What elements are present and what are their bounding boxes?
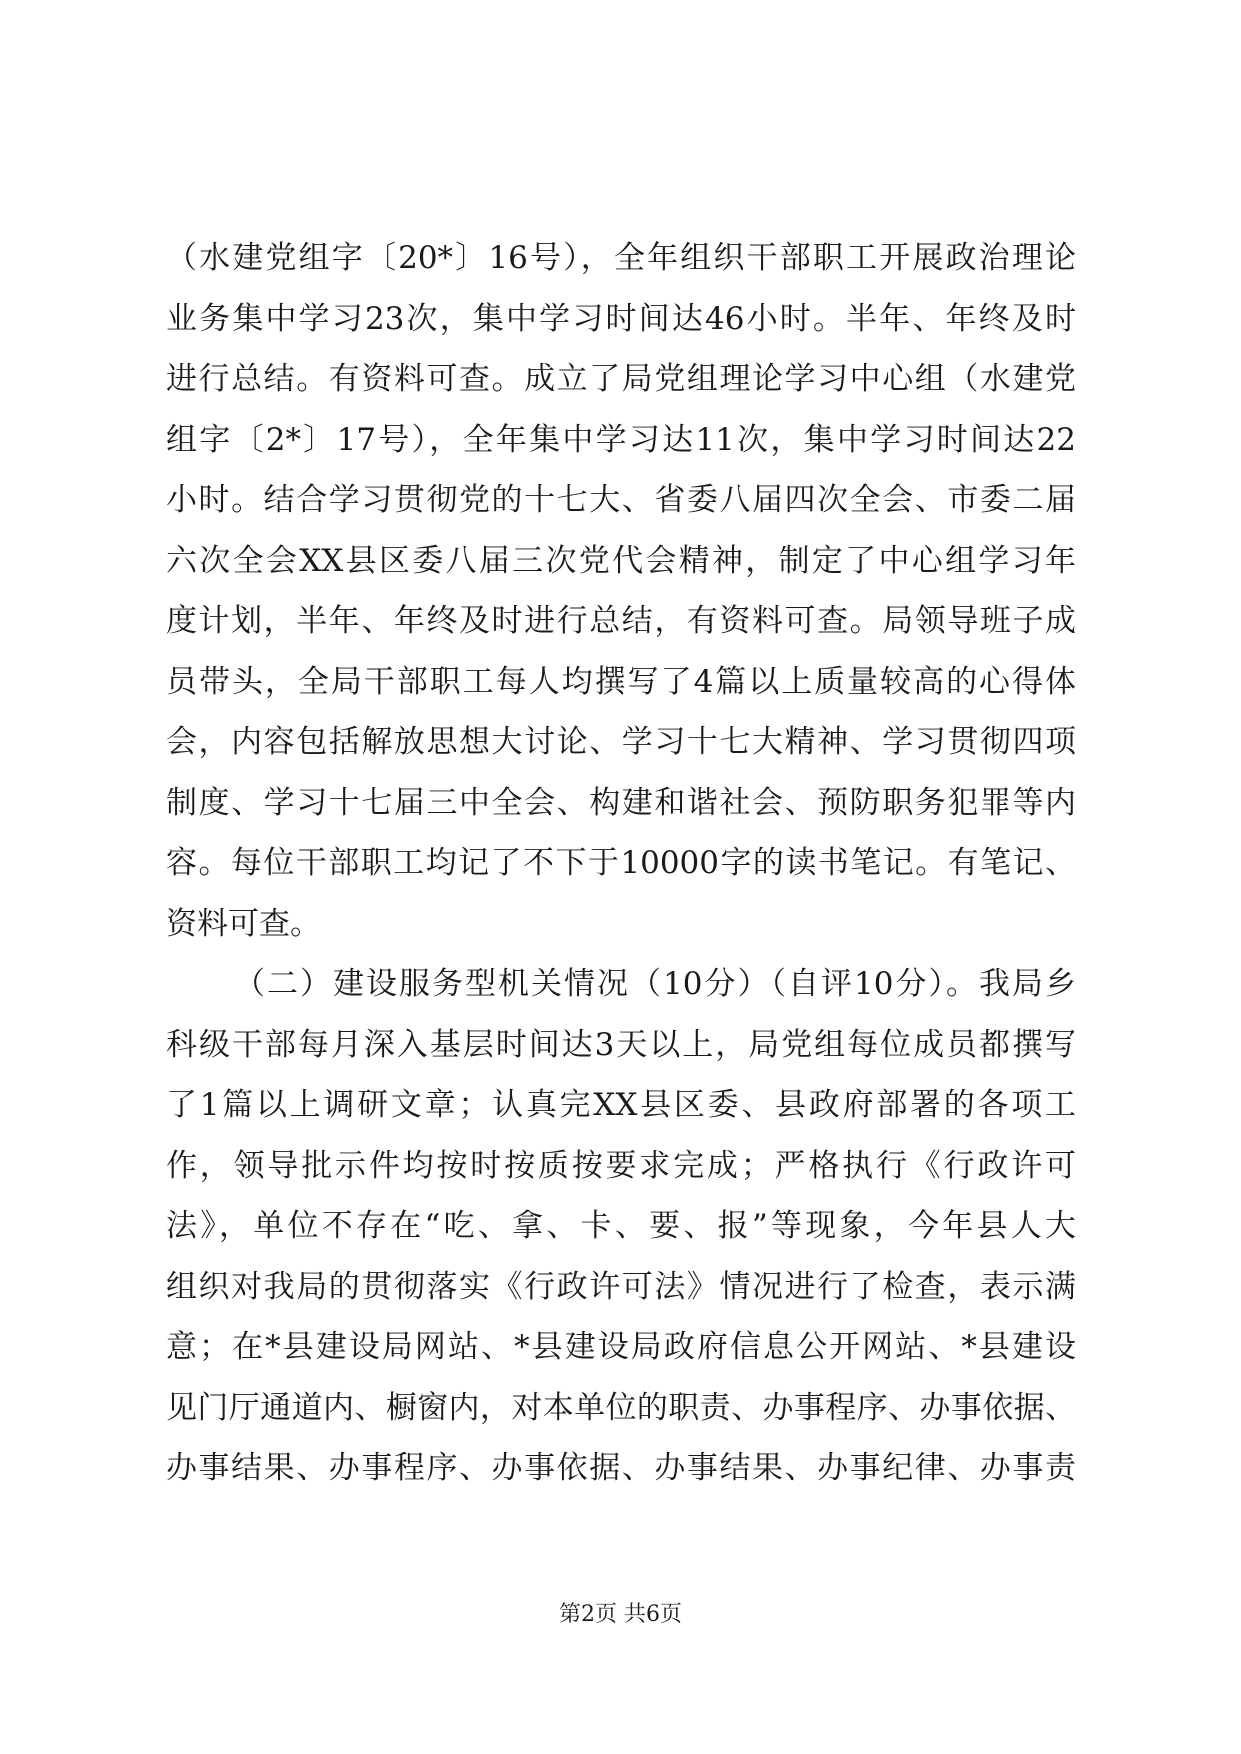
text-line: 科级干部每月深入基层时间达3天以上，局党组每位成员都撰写: [166, 1026, 1076, 1063]
text-line: 容。每位干部职工均记了不下于10000字的读书笔记。有笔记、: [166, 845, 1076, 881]
document-body: [166, 228, 1076, 1499]
text-line: 小时。结合学习贯彻党的十七大、省委八届四次全会、市委二届: [166, 482, 1076, 518]
page-number-footer: 第2页 共6页: [559, 1602, 682, 1627]
text-line: 制度、学习十七届三中全会、构建和谐社会、预防职务犯罪等内: [166, 784, 1076, 821]
text-line: 组织对我局的贯彻落实《行政许可法》情况进行了检查，表示满: [166, 1268, 1076, 1305]
text-line: 了1篇以上调研文章；认真完XX县区委、县政府部署的各项工: [166, 1087, 1076, 1123]
text-line: 进行总结。有资料可查。成立了局党组理论学习中心组（水建党: [166, 361, 1076, 397]
text-line: 资料可查。: [166, 905, 321, 942]
text-line: 会，内容包括解放思想大讨论、学习十七大精神、学习贯彻四项: [166, 724, 1076, 760]
text-line: 作，领导批示件均按时按质按要求完成；严格执行《行政许可: [166, 1147, 1076, 1184]
text-line: 度计划，半年、年终及时进行总结，有资料可查。局领导班子成: [166, 603, 1076, 639]
text-line: （水建党组字〔20*〕16号），全年组织干部职工开展政治理论: [166, 240, 1076, 276]
text-line: 业务集中学习23次，集中学习时间达46小时。半年、年终及时: [166, 300, 1076, 337]
text-line: 六次全会XX县区委八届三次党代会精神，制定了中心组学习年: [166, 542, 1076, 579]
text-line: 见门厅通道内、橱窗内，对本单位的职责、办事程序、办事依据、: [166, 1389, 1076, 1426]
text-line: 意；在*县建设局网站、*县建设局政府信息公开网站、*县建设: [166, 1329, 1076, 1365]
text-line: 员带头，全局干部职工每人均撰写了4篇以上质量较高的心得体: [166, 663, 1076, 700]
text-line: （二）建设服务型机关情况（10分）（自评10分）。我局乡: [234, 966, 1076, 1002]
text-line: 组字〔2*〕17号），全年集中学习达11次，集中学习时间达22: [166, 421, 1076, 458]
text-line: 办事结果、办事程序、办事依据、办事结果、办事纪律、办事责: [166, 1450, 1076, 1486]
text-line: 法》，单位不存在“吃、拿、卡、要、报”等现象，今年县人大: [166, 1208, 1076, 1244]
